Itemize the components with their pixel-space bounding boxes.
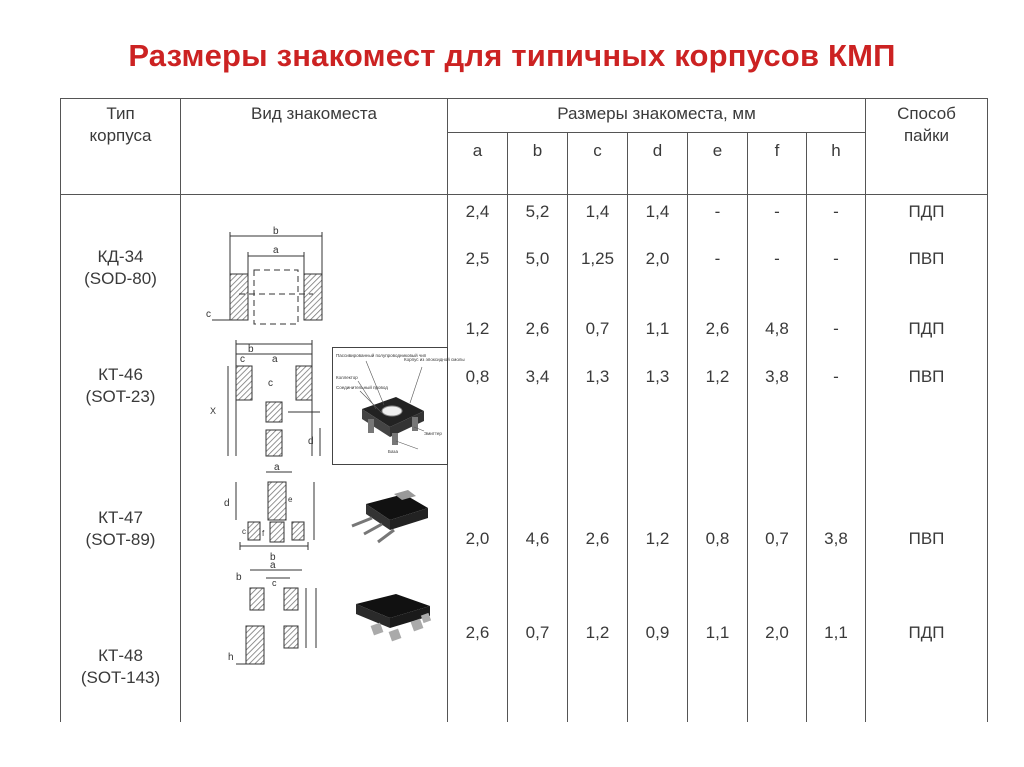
package-alt-name: (SOT-143) — [80, 668, 161, 687]
col-divider — [180, 98, 181, 722]
dim-label: b — [236, 572, 242, 583]
table-cell: 2,4 — [465, 202, 490, 221]
footprint-kt47-drawing — [212, 462, 330, 570]
table-cell: 2,6 — [585, 529, 610, 548]
table-cell: - — [714, 202, 721, 221]
table-cell: 1,25 — [580, 249, 615, 268]
table-cell: 1,2 — [705, 367, 730, 386]
dim-label: a — [270, 560, 276, 571]
callout-text: Коллектор — [336, 375, 358, 380]
table-cell: 2,0 — [465, 529, 490, 548]
table-cell: 1,3 — [645, 367, 670, 386]
dim-label: c — [272, 578, 277, 588]
table-cell: 3,4 — [525, 367, 550, 386]
header-method-line2: пайки — [903, 126, 950, 145]
header-view: Вид знакоместа — [251, 104, 377, 123]
footprint-kt46-drawing — [200, 336, 332, 462]
table-cell: - — [833, 249, 839, 268]
table-cell: 0,7 — [525, 623, 550, 642]
table-cell: 0,7 — [765, 529, 789, 548]
dim-label: a — [274, 462, 280, 473]
table-cell: 2,6 — [525, 319, 550, 338]
header-col-f: f — [774, 141, 780, 160]
kt47-package-illustration — [344, 486, 438, 552]
dim-label: a — [273, 245, 279, 256]
dim-label: d — [224, 498, 230, 509]
package-alt-name: (SOT-23) — [85, 387, 156, 406]
table-cell: 0,8 — [705, 529, 730, 548]
callout-text: Соединительный провод — [336, 385, 388, 390]
table-left-border — [60, 98, 61, 722]
table-cell: 2,6 — [465, 623, 490, 642]
dim-label: b — [248, 344, 254, 355]
table-cell: 4,8 — [765, 319, 789, 338]
header-bottom-border — [60, 194, 988, 195]
table-cell: 1,1 — [645, 319, 670, 338]
table-cell: 1,4 — [585, 202, 610, 221]
table-cell: 3,8 — [765, 367, 789, 386]
table-cell: 1,2 — [645, 529, 670, 548]
dim-label: X — [210, 406, 217, 416]
package-name: КД-34 — [97, 247, 144, 266]
page-title: Размеры знакомест для типичных корпусов КМП — [128, 38, 896, 73]
table-cell: 2,5 — [465, 249, 490, 268]
table-cell: 1,4 — [645, 202, 670, 221]
table-cell: - — [833, 367, 839, 386]
soldering-method-cell: ПВП — [908, 367, 945, 386]
header-col-h: h — [831, 141, 841, 160]
package-alt-name: (SOD-80) — [84, 269, 157, 288]
dim-label: c — [242, 527, 246, 536]
dim-label: a — [272, 354, 278, 365]
header-col-b: b — [532, 141, 543, 160]
header-method — [866, 103, 987, 147]
header-col-d: d — [652, 141, 663, 160]
dim-label: c — [268, 378, 273, 389]
table-cell: - — [833, 319, 839, 338]
table-right-border — [987, 98, 988, 722]
table-cell: 1,1 — [824, 623, 848, 642]
package-name: КТ-46 — [98, 365, 143, 384]
table-top-border — [60, 98, 988, 99]
table-cell: - — [774, 202, 780, 221]
dim-label: c — [240, 354, 245, 365]
table-cell: 5,0 — [525, 249, 550, 268]
header-col-a: a — [472, 141, 483, 160]
soldering-method-cell: ПДП — [908, 623, 945, 642]
table-cell: 1,2 — [465, 319, 490, 338]
table-cell: 1,3 — [585, 367, 610, 386]
table-cell: - — [714, 249, 721, 268]
kt48-package-illustration — [346, 590, 438, 648]
callout-text: Пассивированный полупроводниковый чип — [336, 353, 427, 358]
dim-label: b — [270, 552, 276, 563]
soldering-method-cell: ПДП — [908, 202, 945, 221]
table-cell: - — [774, 249, 780, 268]
table-cell: 2,6 — [705, 319, 730, 338]
package-kd34 — [61, 246, 180, 290]
table-cell: 2,0 — [645, 249, 670, 268]
table-cell: - — [833, 202, 839, 221]
package-alt-name: (SOT-89) — [85, 530, 156, 549]
callout-text: Корпус из эпоксидной смолы — [404, 357, 465, 362]
table-cell: 1,1 — [705, 623, 730, 642]
table-cell: 5,2 — [525, 202, 550, 221]
table-cell: 4,6 — [525, 529, 550, 548]
table-cell: 3,8 — [824, 529, 848, 548]
callout-text: Эмиттер — [424, 431, 442, 436]
footprint-kt48-drawing — [226, 562, 332, 674]
soldering-method-cell: ПВП — [908, 529, 945, 548]
package-name: КТ-47 — [98, 508, 143, 527]
table-cell: 0,8 — [465, 367, 490, 386]
header-col-e: e — [712, 141, 723, 160]
header-type-line2: корпуса — [89, 126, 152, 145]
dim-label: c — [206, 309, 211, 320]
package-name: КТ-48 — [98, 646, 143, 665]
package-kt47 — [61, 507, 180, 551]
footprint-kd34-drawing — [200, 226, 330, 330]
header-col-c: c — [593, 141, 602, 160]
header-method-line1: Способ — [897, 104, 956, 123]
dim-label: d — [308, 436, 314, 447]
sizes-sub-border — [447, 132, 865, 133]
table-cell: 0,9 — [645, 623, 670, 642]
package-kt48 — [61, 645, 180, 689]
soldering-method-cell: ПДП — [908, 319, 945, 338]
package-kt46 — [61, 364, 180, 408]
kt46-package-illustration — [332, 347, 465, 465]
soldering-method-cell: ПВП — [908, 249, 945, 268]
dim-label: h — [228, 652, 234, 663]
table-cell: 2,0 — [765, 623, 789, 642]
dim-label: f — [262, 529, 265, 538]
table-cell: 1,2 — [585, 623, 610, 642]
table-cell: 0,7 — [585, 319, 610, 338]
header-type — [61, 103, 180, 147]
dim-label: e — [288, 495, 293, 504]
header-type-line1: Тип — [106, 104, 135, 123]
dim-label: b — [273, 226, 279, 237]
callout-text: База — [388, 449, 398, 454]
header-sizes: Размеры знакоместа, мм — [557, 104, 756, 123]
